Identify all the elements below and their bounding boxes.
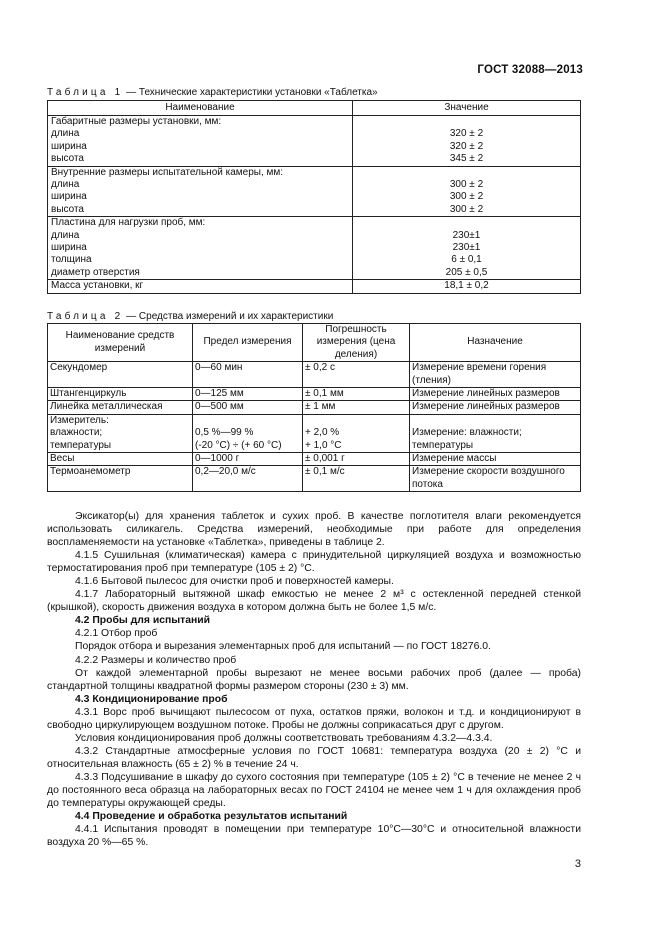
table2-caption-text: — Средства измерений и их характеристики: [123, 311, 334, 322]
table1-mass-value: 18,1 ± 0,2: [353, 280, 581, 293]
table1-group-cell: [48, 217, 353, 280]
table2-header-row: [48, 324, 581, 362]
paragraph: Эксикатор(ы) для хранения таблеток и сухих проб. В качестве поглотителя влаги рекомендуется использовать силикагель. Средства измерений, необходимые при работе для определения воспламеняемости на установке «Таблетка», приведены в таблице 2.: [47, 511, 581, 549]
table2-caption-label: Таблица 2: [47, 311, 124, 322]
table2-cell: 0—125 мм: [193, 388, 303, 401]
paragraph: 4.2.1 Отбор проб: [75, 628, 158, 640]
page-number: 3: [574, 858, 581, 870]
table-technical-characteristics: [47, 100, 581, 294]
table1-group-title: Габаритные размеры установки, мм:: [51, 116, 222, 127]
table1-group-values: [353, 217, 581, 280]
table1-param-name: ширина: [51, 191, 87, 203]
paragraph: 4.3.3 Подсушивание в шкафу до сухого состояния при температуре (105 ± 2) °С в течение не менее 2 ч до постоянного веса образца на лабораторных весах по ГОСТ 24104 не менее чем 1 ч для охлаждения проб до температуры окружающей среды.: [47, 771, 581, 810]
table1-group-values: [353, 166, 581, 217]
table2-cell: Измерение скорости воздушного потока: [410, 466, 581, 492]
table2-cell: ± 0,2 с: [303, 362, 410, 388]
table1-caption: [47, 87, 378, 99]
table2-cell: Линейка металлическая: [48, 401, 193, 414]
paragraph: 4.1.5 Сушильная (климатическая) камера с принудительной циркуляцией воздуха и возможностью термостатирования проб при температуре (105 ± 2) °С.: [47, 550, 581, 575]
table1-header-value: Значение: [353, 101, 581, 116]
table2-cell: 0,5 %—99 % (-20 °С) ÷ (+ 60 °С): [193, 414, 303, 452]
table-row: [48, 166, 581, 217]
table1-group-title: Внутренние размеры испытательной камеры, мм:: [51, 166, 284, 178]
table1-caption-label: Таблица 1: [47, 87, 124, 98]
table1-param-value: 300 ± 2: [449, 203, 484, 215]
table2-cell: ± 1 мм: [303, 401, 410, 414]
table1-param-name: длина: [51, 179, 80, 191]
paragraph: 4.3.2 Стандартные атмосферные условия по ГОСТ 10681: температура воздуха (20 ± 2) °С и относительная влажность (65 ± 2) % в течение 24 ч.: [47, 745, 581, 770]
table2-cell: Весы: [48, 453, 193, 466]
table1-param-value: 320 ± 2: [449, 140, 484, 152]
table2-cell: Секундомер: [48, 362, 193, 388]
table1-param-name: диаметр отверстия: [51, 266, 140, 278]
section-heading: 4.3 Кондиционирование проб: [75, 693, 228, 705]
table2-cell: Измерение: влажности; температуры: [410, 414, 581, 452]
paragraph: Условия кондиционирования проб должны соответствовать требованиям 4.3.2—4.3.4.: [75, 732, 493, 744]
table1-param-value: 300 ± 2: [449, 179, 484, 191]
table2-cell: Измерение линейных размеров: [410, 388, 581, 401]
table1-param-value: 345 ± 2: [449, 153, 484, 165]
table1-param-value: 205 ± 0,5: [445, 266, 488, 278]
paragraph: 4.1.7 Лабораторный вытяжной шкаф емкостью не менее 2 м³ с остекленной передней стенкой (крышкой), скорость движения воздуха в котором должна быть не более 1,5 м/с.: [47, 589, 581, 614]
table-row: [48, 116, 581, 167]
table2-cell: ± 0,001 г: [303, 453, 410, 466]
table1-body: [48, 116, 581, 294]
table-row: [48, 453, 581, 466]
table2-cell: Измеритель: влажности; температуры: [48, 414, 193, 452]
table1-group-values: [353, 116, 581, 167]
table-row: [48, 217, 581, 280]
table2-cell: + 2,0 % + 1,0 °С: [303, 414, 410, 452]
paragraph: 4.1.6 Бытовой пылесос для очистки проб и поверхностей камеры.: [75, 576, 394, 588]
table2-cell: 0,2—20,0 м/с: [193, 466, 303, 492]
table1-group-title: Пластина для нагрузки проб, мм:: [51, 217, 206, 229]
table1-param-name: ширина: [51, 242, 87, 254]
table2-cell: Измерение массы: [410, 453, 581, 466]
table-row: [48, 280, 581, 293]
table1-caption-text: — Технические характеристики установки «Таблетка»: [123, 87, 378, 98]
table2-cell: 0—60 мин: [193, 362, 303, 388]
table-row: [48, 414, 581, 452]
table2-cell: Штангенциркуль: [48, 388, 193, 401]
section-heading: 4.4 Проведение и обработка результатов испытаний: [75, 811, 348, 823]
paragraph: От каждой элементарной пробы вырезают не менее восьми рабочих проб (далее — проба) стандартной толщины квадратной формы размером стороны (230 ± 3) мм.: [47, 667, 581, 692]
table-row: [48, 362, 581, 388]
table1-mass-label: Масса установки, кг: [48, 280, 353, 293]
table1-param-name: длина: [51, 128, 80, 140]
table2-header-cell: Наименование средств измерений: [48, 324, 193, 362]
table-row: [48, 388, 581, 401]
table1-param-value: 6 ± 0,1: [451, 254, 482, 266]
table1-param-value: 230±1: [452, 242, 481, 254]
paragraph: 4.4.1 Испытания проводят в помещении при температуре 10°С—30°С и относительной влажности воздуха 20 %—65 %.: [47, 824, 581, 849]
table2-cell: 0—1000 г: [193, 453, 303, 466]
table2-cell: Измерение линейных размеров: [410, 401, 581, 414]
table1-group-cell: [48, 166, 353, 217]
table-row: [48, 466, 581, 492]
paragraph: 4.2.2 Размеры и количество проб: [75, 654, 237, 666]
section-heading: 4.2 Пробы для испытаний: [75, 615, 211, 627]
table1-param-name: длина: [51, 229, 80, 241]
table2-cell: 0—500 мм: [193, 401, 303, 414]
table1-group-cell: [48, 116, 353, 167]
table1-param-name: высота: [51, 153, 84, 165]
table2-cell: ± 0,1 мм: [303, 388, 410, 401]
paragraph: 4.3.1 Ворс проб вычищают пылесосом от пуха, остатков пряжи, волокон и т.д. и кондиционируют в свободно циркулирующем воздушном потоке. Пробы не должны соприкасаться друг с другом.: [47, 706, 581, 731]
paragraph: Порядок отбора и вырезания элементарных проб для испытаний — по ГОСТ 18276.0.: [75, 641, 491, 653]
table2-cell: ± 0,1 м/с: [303, 466, 410, 492]
table1-param-value: 320 ± 2: [449, 128, 484, 140]
table2-header-cell: Погрешность измерения (цена деления): [303, 324, 410, 362]
table2-body: [48, 362, 581, 492]
table1-param-value: 230±1: [452, 229, 481, 241]
document-id: ГОСТ 32088—2013: [477, 64, 583, 76]
table2-cell: Измерение времени горения (тления): [410, 362, 581, 388]
table1-param-name: толщина: [51, 254, 92, 266]
table2-header-cell: Назначение: [410, 324, 581, 362]
table2-cell: Термоанемометр: [48, 466, 193, 492]
table1-header-name: Наименование: [48, 101, 353, 116]
table-row: [48, 401, 581, 414]
table2-header-cell: Предел измерения: [193, 324, 303, 362]
body-text: [47, 510, 581, 849]
table2-caption: [47, 311, 333, 323]
table1-param-name: высота: [51, 203, 84, 215]
table-measuring-instruments: [47, 323, 581, 492]
table1-param-name: ширина: [51, 140, 87, 152]
table1-param-value: 300 ± 2: [449, 191, 484, 203]
